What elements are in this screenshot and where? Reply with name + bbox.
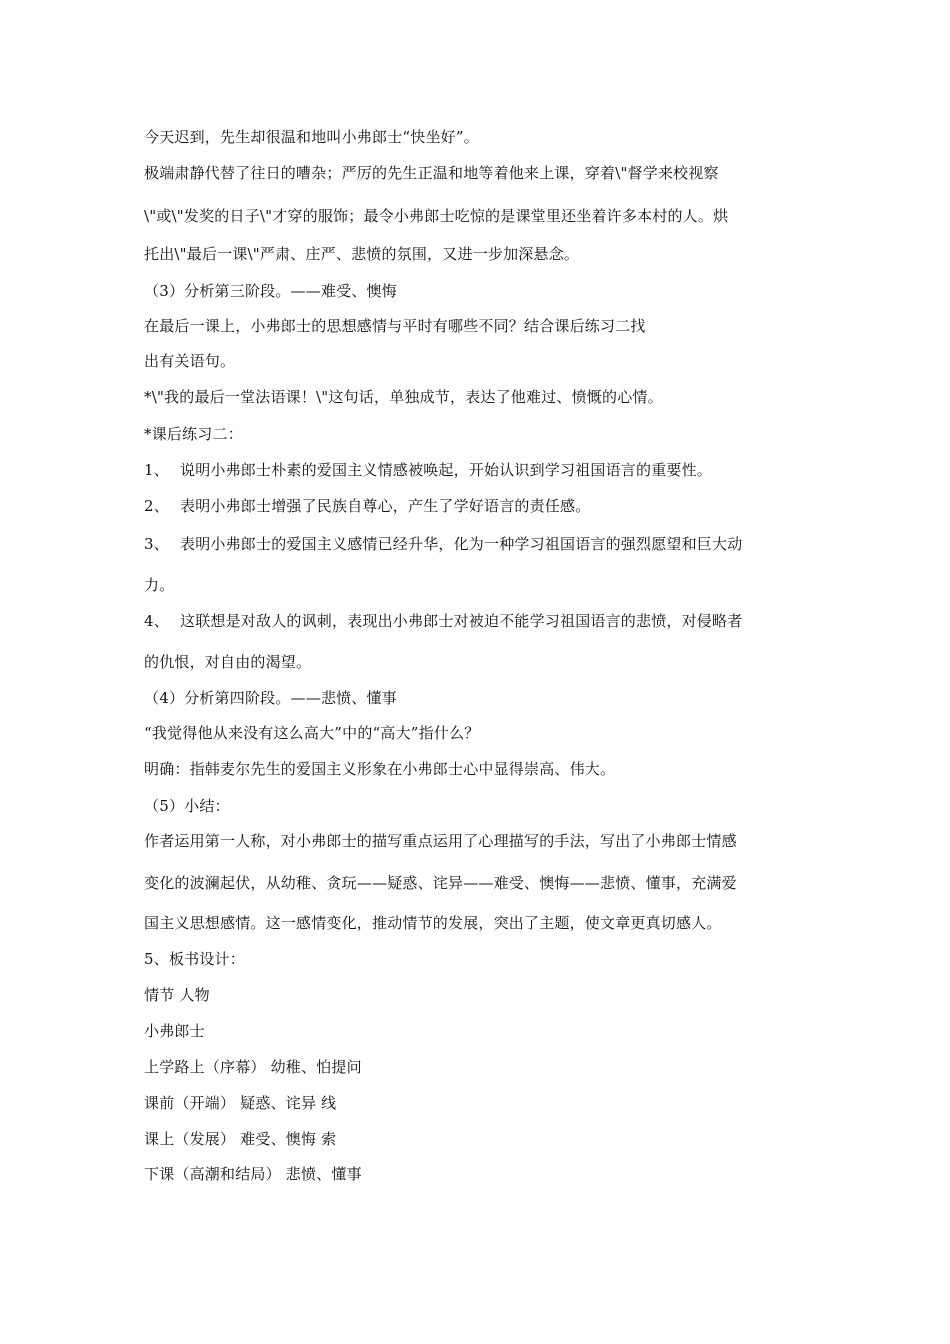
text-line: 小弗郎士 — [144, 1022, 205, 1040]
list-number: 4、 — [144, 612, 169, 630]
text-line: 变化的波澜起伏，从幼稚、贪玩——疑惑、诧异——难受、懊悔——悲愤、懂事，充满爱 — [144, 874, 737, 892]
text-line: *\"我的最后一堂法语课！\"这句话，单独成节，表达了他难过、愤慨的心情。 — [144, 388, 663, 406]
list-item-text: 说明小弗郎士朴素的爱国主义情感被唤起，开始认识到学习祖国语言的重要性。 — [180, 461, 713, 479]
text-line: *课后练习二： — [144, 425, 243, 443]
text-line: 在最后一课上，小弗郎士的思想感情与平时有哪些不同？结合课后练习二找 — [144, 317, 646, 335]
text-line: 今天迟到，先生却很温和地叫小弗郎士“快坐好”。 — [144, 128, 479, 146]
text-line: 作者运用第一人称，对小弗郎士的描写重点运用了心理描写的手法，写出了小弗郎士情感 — [144, 832, 737, 850]
text-line: 出有关语句。 — [144, 352, 236, 370]
text-line: 上学路上（序幕） 幼稚、怕提问 — [144, 1058, 362, 1076]
text-line: 课上（发展） 难受、懊悔 索 — [144, 1130, 337, 1148]
list-number: 2、 — [144, 497, 169, 515]
list-number: 1、 — [144, 461, 169, 479]
text-line: 情节 人物 — [144, 986, 210, 1004]
text-line: 托出\"最后一课\"严肃、庄严、悲愤的氛围，又进一步加深悬念。 — [144, 245, 580, 263]
text-line: 下课（高潮和结局） 悲愤、懂事 — [144, 1165, 362, 1183]
section-heading: （3）分析第三阶段。——难受、懊悔 — [144, 282, 397, 300]
text-line: \"或\"发奖的日子\"才穿的服饰；最令小弗郎士吃惊的是课堂里还坐着许多本村的人。烘 — [144, 207, 729, 225]
section-heading: 5、板书设计： — [144, 950, 245, 968]
text-line: 国主义思想感情。这一感情变化，推动情节的发展，突出了主题，使文章更真切感人。 — [144, 914, 722, 932]
list-number: 3、 — [144, 535, 169, 553]
section-heading: （4）分析第四阶段。——悲愤、懂事 — [144, 689, 397, 707]
list-item-text: 这联想是对敌人的讽刺，表现出小弗郎士对被迫不能学习祖国语言的悲愤，对侵略者 — [180, 612, 743, 630]
text-line: 极端肃静代替了往日的嘈杂；严厉的先生正温和地等着他来上课，穿着\"督学来校视察 — [144, 164, 719, 182]
text-line: 的仇恨，对自由的渴望。 — [144, 653, 312, 671]
list-item-text: 表明小弗郎士增强了民族自尊心，产生了学好语言的责任感。 — [180, 497, 591, 515]
text-line: 明确：指韩麦尔先生的爱国主义形象在小弗郎士心中显得崇高、伟大。 — [144, 760, 616, 778]
text-line: “我觉得他从来没有这么高大”中的“高大”指什么？ — [144, 724, 480, 742]
section-heading: （5）小结： — [144, 797, 230, 815]
text-line: 课前（开端） 疑惑、诧异 线 — [144, 1094, 337, 1112]
text-line: 力。 — [144, 576, 175, 594]
list-item-text: 表明小弗郎士的爱国主义感情已经升华，化为一种学习祖国语言的强烈愿望和巨大动 — [180, 535, 743, 553]
